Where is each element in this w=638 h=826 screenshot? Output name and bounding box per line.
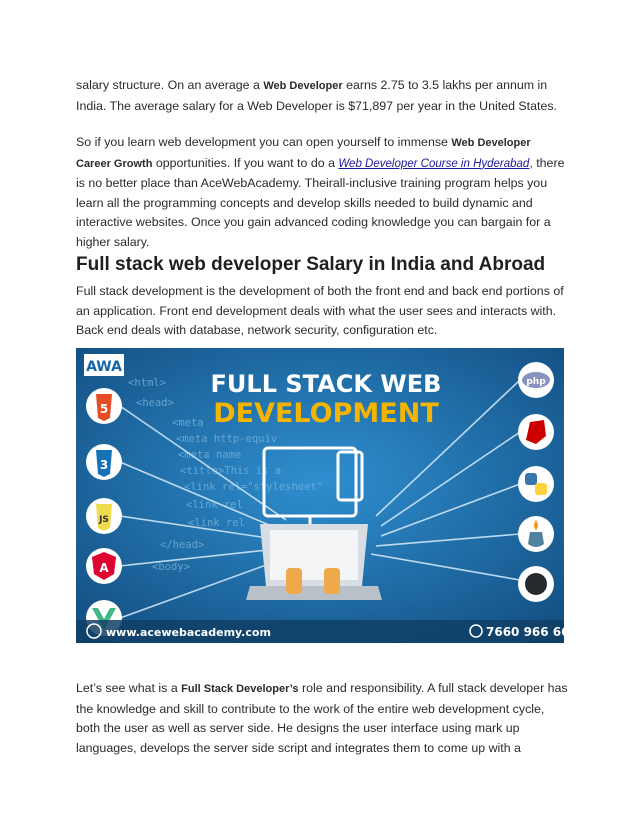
text: role and responsibility. A full stack developer has the knowledge and skill to contribute to the work of the entire web development cycle, both the user as well as server side. He designs the user interface using mark up languages, develops the server side script and integrates them to come up with a	[76, 681, 568, 755]
svg-text:</head>: </head>	[160, 539, 205, 551]
text: Full stack development is the development of both the front end and back end portions of an application. Front end development deals with what the user sees and interacts with. Back end deals with database, network security, configuration etc.	[76, 284, 564, 338]
svg-text:JS: JS	[99, 515, 109, 525]
paragraph-full-stack-definition	[76, 282, 568, 341]
banner-title-line1: FULL STACK WEB	[210, 370, 442, 398]
svg-text:A: A	[99, 561, 109, 575]
course-link[interactable]: Web Developer Course in Hyderabad	[338, 157, 530, 170]
text: Let’s see what is a	[76, 681, 182, 695]
text: So if you learn web development you can open yourself to immense	[76, 135, 452, 149]
svg-text:<link rel="stylesheet": <link rel="stylesheet"	[184, 481, 324, 493]
svg-text:V: V	[103, 616, 105, 617]
text: opportunities. If you want to do a	[152, 155, 339, 170]
svg-text:php: php	[526, 377, 546, 387]
bold-keyword: Full Stack Developer’s	[181, 683, 299, 695]
svg-text:<link rel: <link rel	[188, 517, 245, 529]
text: salary structure. On an average a	[76, 78, 264, 92]
github-icon	[525, 573, 547, 595]
svg-text:3: 3	[99, 458, 109, 472]
banner-website: www.acewebacademy.com	[106, 626, 271, 639]
acewebacademy-logo	[84, 354, 124, 376]
svg-text:<head>: <head>	[136, 397, 174, 409]
svg-text:AWA: AWA	[86, 359, 122, 375]
svg-text:<html>: <html>	[128, 377, 166, 389]
svg-text:<body>: <body>	[152, 561, 190, 573]
banner-phone: 7660 966 660	[486, 625, 578, 639]
svg-text:<meta name: <meta name	[178, 449, 242, 461]
svg-text:<link rel: <link rel	[186, 499, 243, 511]
paragraph-career-growth	[76, 133, 568, 253]
banner-title-line2: DEVELOPMENT	[213, 398, 439, 429]
text: , there is no better place than AceWebAcademy. Theirall-inclusive training program helps you learn all the programming concepts and develop skills needed to build dynamic and interactive websites. Once you gain advanced coding knowledge you can bargain for a higher salary.	[76, 155, 565, 249]
bold-keyword: Web Developer	[263, 80, 343, 92]
java-icon	[528, 532, 544, 547]
svg-text:<meta: <meta	[172, 417, 204, 429]
section-heading: Full stack web developer Salary in India and Abroad	[76, 254, 546, 275]
svg-text:<meta http-equiv: <meta http-equiv	[176, 433, 278, 445]
text: earns 2.75 to 3.5 lakhs per annum in India. The average salary for a Web Developer is $71,897 per year in the United States.	[76, 78, 557, 113]
svg-text:<title>This is a: <title>This is a	[180, 465, 282, 477]
svg-text:5: 5	[99, 402, 109, 416]
paragraph-full-stack-role	[76, 679, 568, 758]
bold-keyword: Web Developer Career Growth	[76, 137, 531, 170]
full-stack-banner-image	[76, 348, 578, 643]
python-icon	[525, 473, 537, 485]
paragraph-salary-structure	[76, 76, 568, 116]
